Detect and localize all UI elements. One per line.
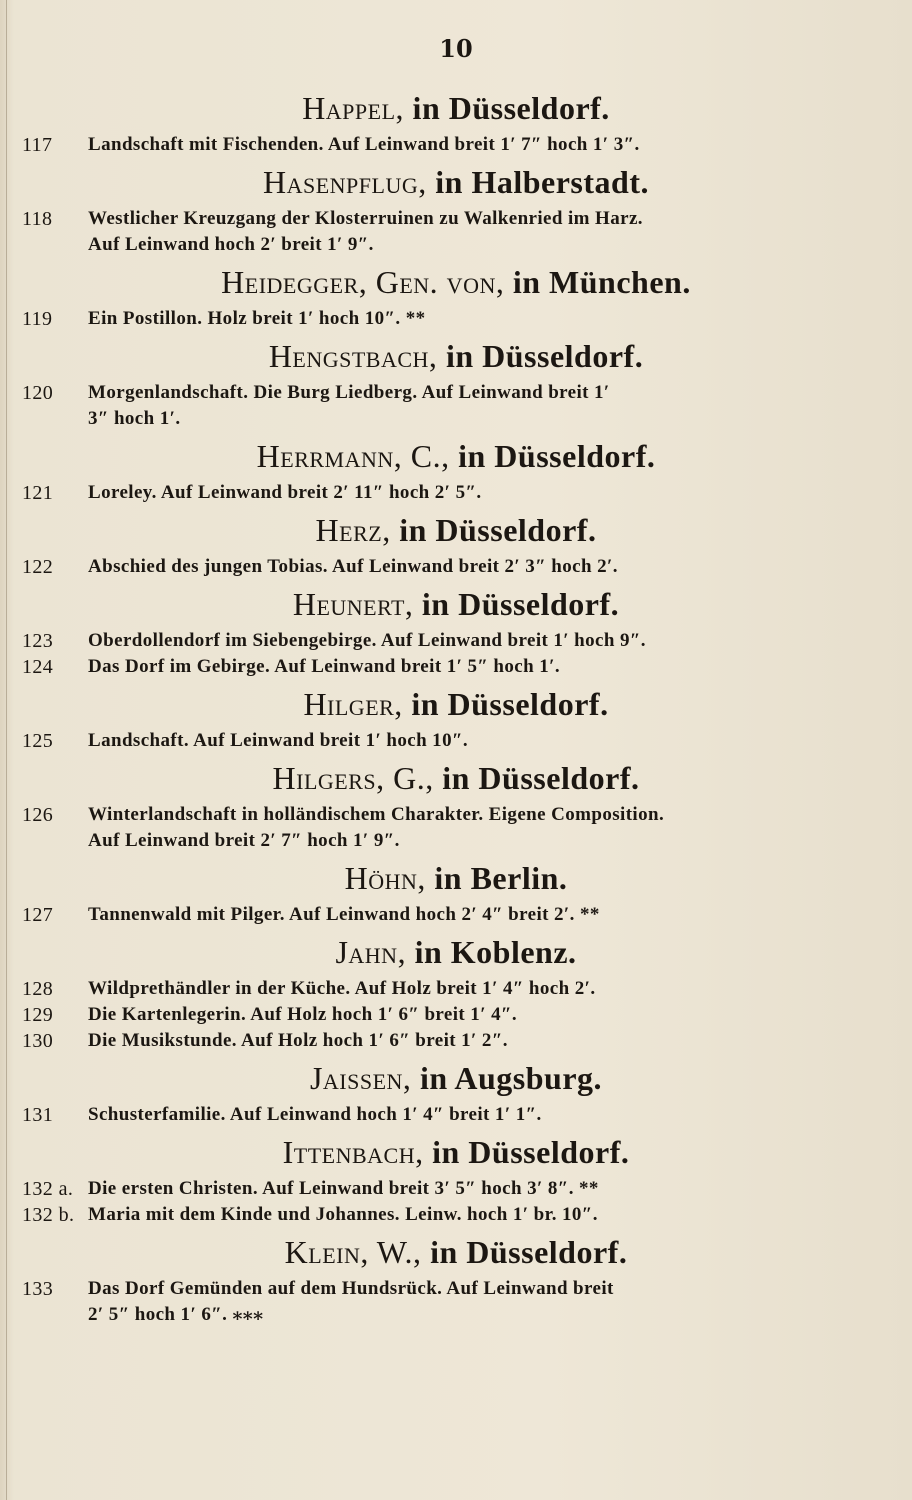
artist-name: Hilger, — [303, 686, 403, 722]
entry-number: 128 — [22, 978, 54, 1000]
artist-heading — [0, 262, 912, 306]
artist-location: in Düsseldorf. — [411, 686, 609, 722]
entry-text-line: Auf Leinwand breit 2′ 7″ hoch 1′ 9″. — [88, 830, 400, 851]
entry-number: 126 — [22, 804, 54, 826]
artist-location: in Koblenz. — [414, 934, 577, 970]
catalog-entry — [0, 206, 912, 258]
entry-text-line: Tannenwald mit Pilger. Auf Leinwand hoch 2′ 4″ breit 2′. ** — [88, 904, 600, 925]
artist-heading — [0, 758, 912, 802]
entry-text-line: Landschaft. Auf Leinwand breit 1′ hoch 10″. — [88, 730, 469, 751]
artist-location: in München. — [512, 264, 691, 300]
catalog-entry — [0, 306, 912, 332]
catalog-entry — [0, 1276, 912, 1328]
entry-text-line: Landschaft mit Fischenden. Auf Leinwand breit 1′ 7″ hoch 1′ 3″. — [88, 134, 640, 155]
catalog-entry — [0, 1002, 912, 1028]
artist-location: in Düsseldorf. — [432, 1134, 630, 1170]
entry-number: 133 — [22, 1278, 54, 1300]
entry-number: 123 — [22, 630, 54, 652]
catalog-entry — [0, 728, 912, 754]
entry-number: 132 a. — [22, 1178, 74, 1200]
catalog-entry — [0, 802, 912, 854]
artist-location: in Düsseldorf. — [412, 90, 610, 126]
artist-name: Klein, W., — [284, 1234, 422, 1270]
entry-text-line: Das Dorf im Gebirge. Auf Leinwand breit 1′ 5″ hoch 1′. — [88, 656, 561, 677]
entry-number: 125 — [22, 730, 54, 752]
artist-heading — [0, 436, 912, 480]
artist-name: Heidegger, Gen. von, — [221, 264, 505, 300]
artist-location: in Düsseldorf. — [421, 586, 620, 622]
entry-text-line: Die Kartenlegerin. Auf Holz hoch 1′ 6″ breit 1′ 4″. — [88, 1004, 518, 1025]
entry-number: 132 b. — [22, 1204, 75, 1226]
entry-number: 127 — [22, 904, 54, 926]
entry-text-line: Morgenlandschaft. Die Burg Liedberg. Auf Leinwand breit 1′ — [88, 382, 610, 403]
artist-heading — [0, 1232, 912, 1276]
artist-heading — [0, 336, 912, 380]
catalog-entry — [0, 1176, 912, 1202]
entry-text-line: Auf Leinwand hoch 2′ breit 1′ 9″. — [88, 234, 374, 255]
entry-text-line: Das Dorf Gemünden auf dem Hundsrück. Auf Leinwand breit — [88, 1278, 614, 1299]
catalog-entry — [0, 380, 912, 432]
section-gap — [0, 1328, 912, 1332]
entry-number: 118 — [22, 208, 53, 230]
artist-location: in Augsburg. — [419, 1060, 603, 1096]
entry-number: 119 — [22, 308, 53, 330]
entry-text-line: Abschied des jungen Tobias. Auf Leinwand breit 2′ 3″ hoch 2′. — [88, 556, 618, 577]
artist-location: in Halberstadt. — [435, 164, 649, 200]
artist-heading — [0, 858, 912, 902]
entry-number: 130 — [22, 1030, 54, 1052]
catalog-entry — [0, 1202, 912, 1228]
entry-text-line: 3″ hoch 1′. — [88, 408, 181, 429]
entry-text-line: Die ersten Christen. Auf Leinwand breit 3′ 5″ hoch 3′ 8″. ** — [88, 1178, 599, 1199]
entry-number: 124 — [22, 656, 54, 678]
artist-name: Herrmann, C., — [256, 438, 450, 474]
artist-location: in Düsseldorf. — [445, 338, 644, 374]
artist-name: Jaissen, — [309, 1060, 412, 1096]
catalog-entry — [0, 628, 912, 654]
entry-text-line: Loreley. Auf Leinwand breit 2′ 11″ hoch 2′ 5″. — [88, 482, 482, 503]
artist-location: in Düsseldorf. — [430, 1234, 628, 1270]
entry-text-line: Ein Postillon. Holz breit 1′ hoch 10″. ** — [88, 308, 426, 329]
entry-number: 120 — [22, 382, 54, 404]
entry-number: 131 — [22, 1104, 54, 1126]
artist-location: in Düsseldorf. — [458, 438, 656, 474]
entry-number: 121 — [22, 482, 54, 504]
page-number: 10 — [439, 34, 473, 63]
entry-text-line: Wildprethändler in der Küche. Auf Holz breit 1′ 4″ hoch 2′. — [88, 978, 596, 999]
catalog-entry — [0, 976, 912, 1002]
entry-text-line: 2′ 5″ hoch 1′ 6″. ⁎⁎⁎ — [88, 1304, 264, 1325]
artist-heading — [0, 1132, 912, 1176]
entry-number: 117 — [22, 134, 53, 156]
catalog-entry — [0, 1102, 912, 1128]
entry-text-line: Maria mit dem Kinde und Johannes. Leinw. hoch 1′ br. 10″. — [88, 1204, 598, 1225]
artist-heading — [0, 684, 912, 728]
artist-name: Hasenpflug, — [263, 164, 427, 200]
artist-location: in Berlin. — [434, 860, 568, 896]
artist-name: Höhn, — [344, 860, 426, 896]
catalog-entry — [0, 480, 912, 506]
artist-heading — [0, 932, 912, 976]
catalog-entry — [0, 132, 912, 158]
catalog-entry — [0, 1028, 912, 1054]
artist-heading — [0, 162, 912, 206]
entry-text-line: Oberdollendorf im Siebengebirge. Auf Leinwand breit 1′ hoch 9″. — [88, 630, 646, 651]
entry-text-line: Winterlandschaft in holländischem Charakter. Eigene Composition. — [88, 804, 665, 825]
artist-heading — [0, 88, 912, 132]
catalog-entry — [0, 554, 912, 580]
artist-heading — [0, 1058, 912, 1102]
artist-name: Hilgers, G., — [272, 760, 434, 796]
entry-text-line: Westlicher Kreuzgang der Klosterruinen zu Walkenried im Harz. — [88, 208, 643, 229]
catalog-content — [0, 88, 912, 1332]
entry-number: 129 — [22, 1004, 54, 1026]
artist-name: Hengstbach, — [268, 338, 438, 374]
catalog-entry — [0, 654, 912, 680]
artist-name: Jahn, — [335, 934, 407, 970]
entry-text-line: Schusterfamilie. Auf Leinwand hoch 1′ 4″ breit 1′ 1″. — [88, 1104, 542, 1125]
entry-number: 122 — [22, 556, 54, 578]
artist-location: in Düsseldorf. — [442, 760, 640, 796]
artist-heading — [0, 584, 912, 628]
artist-name: Happel, — [302, 90, 405, 126]
artist-location: in Düsseldorf. — [399, 512, 597, 548]
artist-name: Ittenbach, — [282, 1134, 424, 1170]
artist-name: Herz, — [315, 512, 391, 548]
artist-heading — [0, 510, 912, 554]
artist-name: Heunert, — [292, 586, 414, 622]
entry-text-line: Die Musikstunde. Auf Holz hoch 1′ 6″ breit 1′ 2″. — [88, 1030, 508, 1051]
catalog-entry — [0, 902, 912, 928]
